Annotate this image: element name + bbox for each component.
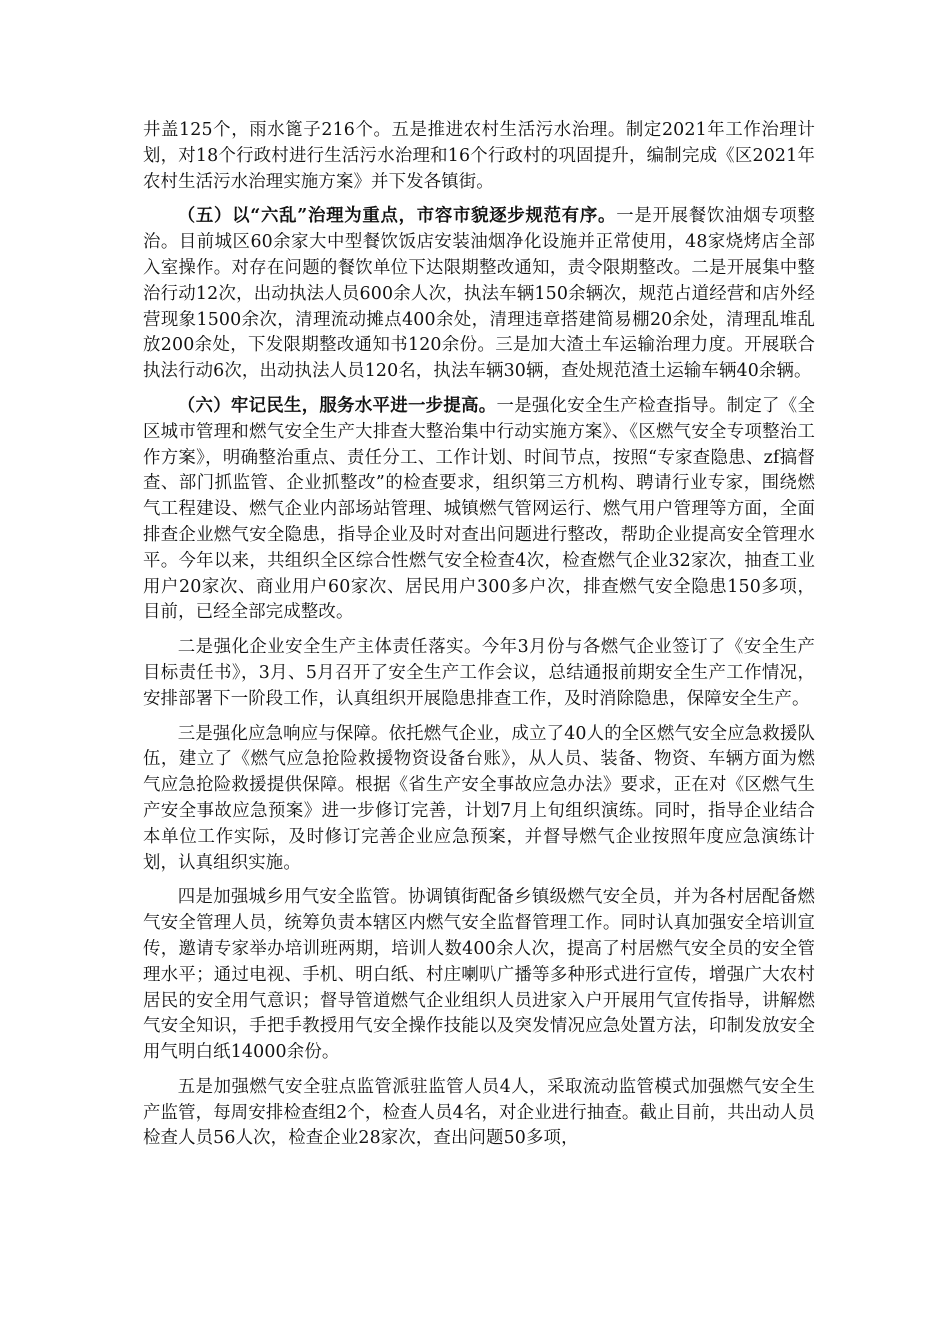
paragraph-text: 四是加强城乡用气安全监管。协调镇街配备乡镇级燃气安全员，并为各村居配备燃气安全管理人员，统筹负责本辖区内燃气安全监督管理工作。同时认真加强安全培训宣传，邀请专家举办培训班两期，培训人数400余人次，提高了村居燃气安全员的安全管理水平；通过电视、手机、明白纸、村庄喇叭广播等多种形式进行宣传，增强广大农村居民的安全用气意识；督导管道燃气企业组织人员进家入户开展用气宣传指导，讲解燃气安全知识，手把手教授用气安全操作技能以及突发情况应急处置方法，印制发放安全用气明白纸14000余份。 (143, 887, 815, 1063)
paragraph-text: 一是开展餐饮油烟专项整治。目前城区60余家大中型餐饮饭店安装油烟净化设施并正常使用，48家烧烤店全部入室操作。对存在问题的餐饮单位下达限期整改通知，责令限期整改。二是开展集中整治行动12次，出动执法人员600余人次，执法车辆150余辆次，规范占道经营和店外经营现象1500余次，清理流动摊点400余处，清理违章搭建简易棚20余处，清理乱堆乱放200余处，下发限期整改通知书120余份。三是加大渣土车运输治理力度。开展联合执法行动6次，出动执法人员120名，执法车辆30辆，查处规范渣土运输车辆40余辆。 (143, 206, 815, 382)
section-heading-six: （六）牢记民生，服务水平进一步提高。 (177, 395, 497, 416)
paragraph-rural-gas-supervision (143, 885, 815, 1066)
paragraph-text: 井盖125个，雨水篦子216个。五是推进农村生活污水治理。制定2021年工作治理计划，对18个行政村进行生活污水治理和16个行政村的巩固提升，编制完成《区2021年农村生活污水治理实施方案》并下发各镇街。 (143, 120, 815, 192)
paragraph-text: 五是加强燃气安全驻点监管派驻监管人员4人，采取流动监管模式加强燃气安全生产监管，每周安排检查组2个，检查人员4名，对企业进行抽查。截止目前，共出动人员检查人员56人次，检查企业28家次，查出问题50多项， (143, 1076, 815, 1149)
paragraph-enterprise-responsibility (143, 635, 815, 712)
paragraph-city-appearance (143, 204, 815, 385)
section-heading-five: （五）以“六乱”治理为重点，市容市貌逐步规范有序。 (177, 206, 617, 227)
paragraph-livelihood-services (143, 394, 815, 626)
paragraph-emergency-response (143, 722, 815, 877)
paragraph-onsite-supervision (143, 1075, 815, 1152)
paragraph-text: 三是强化应急响应与保障。依托燃气企业，成立了40人的全区燃气安全应急救援队伍，建立了《燃气应急抢险救援物资设备台账》，从人员、装备、物资、车辆方面为燃气应急抢险救援提供保障。根据《省生产安全事故应急办法》要求，正在对《区燃气生产安全事故应急预案》进一步修订完善，计划7月上旬组织演练。同时，指导企业结合本单位工作实际，及时修订完善企业应急预案，并督导燃气企业按照年度应急演练计划，认真组织实施。 (143, 723, 815, 873)
paragraph-sewage-treatment (143, 118, 815, 195)
paragraph-text: 二是强化企业安全生产主体责任落实。今年3月份与各燃气企业签订了《安全生产目标责任书》，3月、5月召开了安全生产工作会议，总结通报前期安全生产工作情况，安排部署下一阶段工作，认真组织开展隐患排查工作，及时消除隐患，保障安全生产。 (143, 637, 815, 709)
document-page (143, 118, 815, 1161)
paragraph-text: 一是强化安全生产检查指导。制定了《全区城市管理和燃气安全生产大排查大整治集中行动实施方案》、《区燃气安全专项整治工作方案》，明确整治重点、责任分工、工作计划、时间节点，按照“专家查隐患、zf搞督查、部门抓监管、企业抓整改”的检查要求，组织第三方机构、聘请行业专家，围绕燃气工程建设、燃气企业内部场站管理、城镇燃气管网运行、燃气用户管理等方面，全面排查企业燃气安全隐患，指导企业及时对查出问题进行整改，帮助企业提高安全管理水平。今年以来，共组织全区综合性燃气安全检查4次，检查燃气企业32家次，抽查工业用户20家次、商业用户60家次、居民用户300多户次，排查燃气安全隐患150多项，目前，已经全部完成整改。 (143, 395, 816, 623)
